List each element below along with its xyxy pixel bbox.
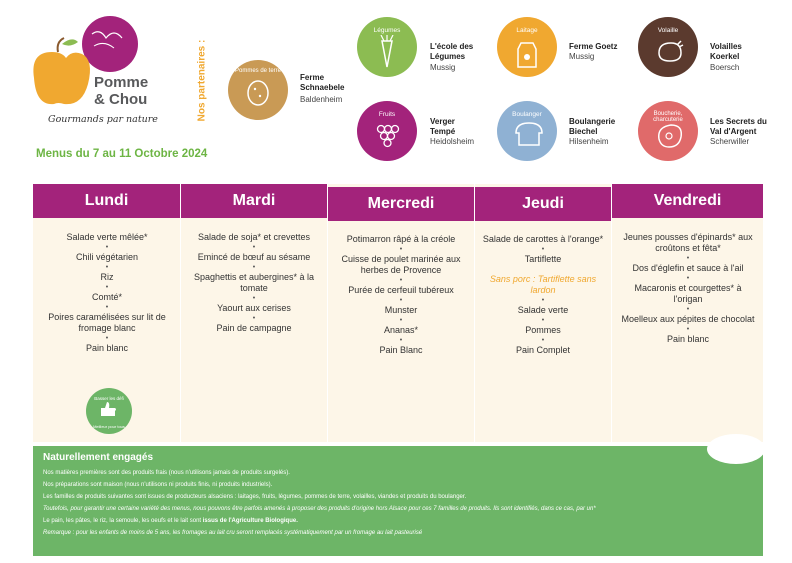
commitments-footer	[33, 446, 763, 556]
menu-item: Ananas*	[383, 325, 419, 335]
weekly-menu-table	[33, 184, 763, 442]
menu-item: Salade verte mêlée*	[66, 232, 148, 242]
partner-town: Mussig	[569, 52, 595, 61]
stamp-bottom-text: Meilleur pour tous	[93, 424, 125, 429]
menu-item: Emincé de bœuf au sésame	[197, 252, 311, 262]
day-column-mardi: Salade de soja* et crevettes • Emincé de bœuf au sésame • Spaghettis et aubergines* à la tomate • Yaourt aux cerises • Pain de campagne	[187, 232, 321, 334]
partner-town: Baldenheim	[300, 95, 343, 104]
day-header: Mercredi	[328, 187, 474, 221]
day-header: Mardi	[181, 184, 327, 218]
partner-name: Boulangerie Biechel	[569, 117, 616, 136]
partner-name: Volailles Koerkel	[710, 42, 742, 61]
partner-name: Verger Tempé	[430, 117, 456, 136]
menu-item: Pain Complet	[515, 345, 571, 355]
menu-item: Spaghettis et aubergines* à la tomate	[193, 272, 315, 293]
brand-name: Pomme & Chou	[94, 74, 149, 108]
potato-icon	[243, 78, 273, 108]
menu-item: Purée de cerfeuil tubéreux	[348, 285, 454, 295]
footer-line: Les familles de produits suivantes sont issues de producteurs alsaciens : laitages, fruits, légumes, pommes de terre, volailles, viandes et produits du boulanger.	[43, 494, 467, 500]
menus-title: Menus du 7 au 11 Octobre 2024	[36, 148, 208, 160]
day-column-mercredi: Potimarron râpé à la créole • Cuisse de poulet marinée aux herbes de Provence • Purée de cerfeuil tubéreux • Munster • Ananas* • Pain Blanc	[329, 234, 473, 356]
menu-item: Salade verte	[517, 305, 569, 315]
footer-title: Naturellement engagés	[43, 452, 154, 463]
day-column-jeudi: Salade de carottes à l'orange* • Tartiflette Sans porc : Tartiflette sans lardon • Salade verte • Pommes • Pain Complet	[482, 234, 604, 355]
partner-name: Les Secrets du Val d'Argent	[710, 117, 767, 136]
menu-item: Chili végétarien	[75, 252, 139, 262]
partner-badge-fruits: Fruits	[357, 101, 417, 161]
menu-item: Moelleux aux pépites de chocolat	[621, 314, 755, 324]
partner-name: Ferme Goetz	[569, 42, 618, 51]
menu-item: Riz	[100, 272, 114, 282]
menu-item: Cuisse de poulet marinée aux herbes de Provence	[341, 254, 461, 275]
menu-item-alternative: Sans porc : Tartiflette sans lardon	[489, 274, 597, 295]
partner-town: Hilsenheim	[569, 137, 609, 146]
partner-badge-boulanger: Boulanger	[497, 101, 557, 161]
menu-item: Pommes	[525, 325, 561, 335]
menu-item: Salade de soja* et crevettes	[197, 232, 311, 242]
menu-item: Macaronis et courgettes* à l'origan	[634, 283, 742, 304]
logo	[30, 16, 190, 136]
partner-town: Heidolsheim	[430, 137, 475, 146]
grapes-icon	[372, 119, 402, 153]
menu-item: Jeunes pousses d'épinards* aux croûtons et fêta*	[623, 232, 753, 253]
menu-item: Poires caramélisées sur lit de fromage blanc	[48, 312, 166, 333]
partner-name: L'école des Légumes	[430, 42, 474, 61]
day-column-vendredi: Jeunes pousses d'épinards* aux croûtons et fêta* • Dos d'églefin et sauce à l'ail • Macaronis et courgettes* à l'origan • Moelleux aux pépites de chocolat • Pain blanc	[619, 232, 757, 345]
partner-badge-pommes-de-terre: Pommes de terre	[228, 60, 288, 120]
day-header: Vendredi	[612, 184, 763, 218]
menu-item: Tartiflette	[524, 254, 562, 264]
menu-item: Potimarron râpé à la créole	[346, 234, 456, 244]
footer-line: Le pain, les pâtes, le riz, la semoule, les oeufs et le lait sont issus de l'Agriculture Biologique.	[43, 518, 298, 524]
stamp-badge-icon	[79, 386, 139, 436]
ham-icon	[653, 119, 685, 151]
menu-item: Salade de carottes à l'orange*	[482, 234, 604, 244]
stamp-top-text: Basser les défi	[94, 396, 124, 401]
carrot-icon	[372, 35, 402, 71]
partner-badge-boucherie: Boucherie, charcuterie	[638, 101, 698, 161]
menu-item: Comté*	[91, 292, 122, 302]
partner-badge-volaille: Volaille	[638, 17, 698, 77]
bread-icon	[512, 119, 544, 149]
partner-badge-laitage: Laitage	[497, 17, 557, 77]
partner-town: Mussig	[430, 63, 456, 72]
menu-item: Yaourt aux cerises	[217, 303, 291, 313]
partner-name: Ferme Schnaebele	[300, 73, 345, 92]
footer-line: Nos préparations sont maison (nous n'utilisons ni produits finis, ni produits industriels).	[43, 482, 273, 488]
day-header: Lundi	[33, 184, 180, 218]
menu-item: Pain blanc	[666, 334, 710, 344]
menu-item: Dos d'églefin et sauce à l'ail	[632, 263, 744, 273]
menu-item: Pain Blanc	[379, 345, 423, 355]
footer-line: Toutefois, pour garantir une certaine variété des menus, nous pouvons être parfois amenés à proposer des produits d'origine hors Alsace pour ces 7 familles de produits. Ils sont identifiés, dans ce cas, par un*	[43, 506, 596, 512]
menu-item: Munster	[384, 305, 418, 315]
footer-line: Remarque : pour les enfants de moins de 5 ans, les fromages au lait cru seront remplacés systématiquement par un fromage au lait pasteurisé	[43, 530, 423, 536]
menu-item: Pain de campagne	[216, 323, 292, 333]
chicken-icon	[653, 35, 685, 67]
milk-icon	[512, 35, 542, 69]
menu-item: Pain blanc	[85, 343, 129, 353]
day-header: Jeudi	[475, 187, 611, 221]
partners-label: Nos partenaires :	[196, 39, 208, 122]
day-column-lundi: Salade verte mêlée* • Chili végétarien • Riz • Comté* • Poires caramélisées sur lit de fromage blanc • Pain blanc	[39, 232, 175, 354]
partner-town: Boersch	[710, 63, 740, 72]
footer-line: Nos matières premières sont des produits frais (nous n'utilisons jamais de produits surgelés).	[43, 470, 290, 476]
partner-badge-legumes: Légumes	[357, 17, 417, 77]
partner-town: Scherwiller	[710, 137, 750, 146]
footer-bold-suffix: issus de l'Agriculture Biologique.	[202, 518, 298, 524]
brand-tagline: Gourmands par nature	[48, 114, 158, 125]
